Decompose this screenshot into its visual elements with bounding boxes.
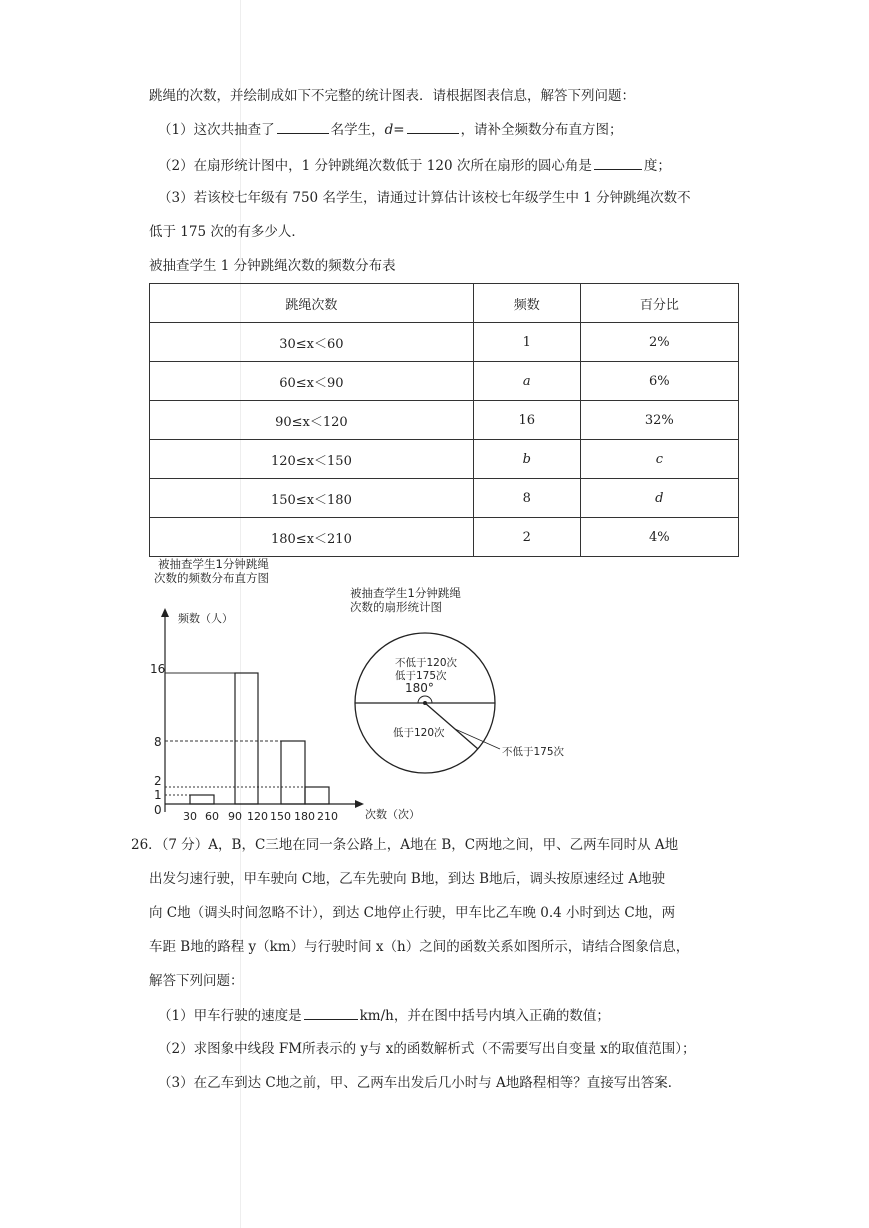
pie-label-top2: 低于175次 bbox=[395, 670, 447, 682]
answer-blank[interactable] bbox=[304, 1005, 358, 1020]
q25-part1-text-c: ，请补全频数分布直方图； bbox=[460, 122, 623, 138]
table-cell: 30≤x＜60 bbox=[150, 323, 474, 362]
y-tick-label: 8 bbox=[154, 735, 162, 749]
q26-line3: 向 C地（调头时间忽略不计），到达 C地停止行驶，甲车比乙车晚 0.4 小时到达 C地，两 bbox=[149, 905, 676, 921]
histogram-bar-90-120 bbox=[235, 673, 258, 804]
pie-title-line2: 次数的扇形统计图 bbox=[350, 600, 442, 614]
x-axis-arrow bbox=[355, 800, 364, 808]
histogram-title-line1: 被抽查学生1分钟跳绳 bbox=[158, 557, 269, 571]
table-cell: a bbox=[473, 362, 580, 401]
table-cell: 1 bbox=[473, 323, 580, 362]
histogram-title-line2: 次数的频数分布直方图 bbox=[154, 571, 269, 585]
table-cell: 180≤x＜210 bbox=[150, 518, 474, 557]
frequency-table bbox=[149, 283, 739, 557]
pie-label-top1: 不低于120次 bbox=[395, 657, 458, 669]
table-row bbox=[150, 518, 739, 557]
table-cell: 8 bbox=[473, 479, 580, 518]
y-tick-label: 0 bbox=[154, 803, 162, 817]
y-tick-label: 2 bbox=[154, 774, 162, 788]
q26-line1: 26．（7 分）A，B，C三地在同一条公路上，A地在 B，C两地之间，甲、乙两车同时从 A地 bbox=[131, 837, 679, 853]
table-cell: 4% bbox=[580, 518, 738, 557]
table-cell: 120≤x＜150 bbox=[150, 440, 474, 479]
histogram-xlabel: 次数（次） bbox=[365, 808, 420, 821]
table-header-cell: 百分比 bbox=[580, 284, 738, 323]
pie-leader-line bbox=[455, 729, 500, 749]
table-cell: 2% bbox=[580, 323, 738, 362]
histogram-ylabel: 频数（人） bbox=[178, 612, 233, 625]
x-tick-label: 180 bbox=[294, 810, 315, 823]
q25-part3-line1: （3）若该校七年级有 750 名学生，请通过计算估计该校七年级学生中 1 分钟跳绳次数不 bbox=[158, 190, 691, 206]
histogram-bar-30-60 bbox=[190, 795, 214, 804]
table-row bbox=[150, 323, 739, 362]
q25-var-d: d bbox=[384, 122, 394, 138]
q25-part2 bbox=[158, 155, 671, 176]
pie-center bbox=[423, 701, 427, 705]
table-cell: d bbox=[580, 479, 738, 518]
pie-radius bbox=[425, 703, 478, 749]
q26-line4: 车距 B地的路程 y（km）与行驶时间 x（h）之间的函数关系如图所示，请结合图象信息， bbox=[149, 939, 690, 955]
x-tick-label: 30 bbox=[183, 810, 197, 823]
table-row bbox=[150, 401, 739, 440]
x-tick-label: 60 bbox=[205, 810, 219, 823]
q26-part2: （2）求图象中线段 FM所表示的 y与 x的函数解析式（不需要写出自变量 x的取值范围）； bbox=[158, 1041, 696, 1057]
pie-angle-label: 180° bbox=[405, 681, 434, 695]
x-tick-label: 210 bbox=[317, 810, 338, 823]
answer-blank[interactable] bbox=[594, 155, 642, 170]
q25-intro: 跳绳的次数，并绘制成如下不完整的统计图表．请根据图表信息，解答下列问题： bbox=[149, 88, 635, 104]
table-row bbox=[150, 362, 739, 401]
q26-part1-text-a: （1）甲车行驶的速度是 bbox=[158, 1008, 302, 1024]
pie-label-out: 不低于175次 bbox=[502, 746, 565, 758]
q26-line2: 出发匀速行驶，甲车驶向 C地，乙车先驶向 B地，到达 B地后，调头按原速经过 A地驶 bbox=[149, 871, 666, 887]
q25-part1 bbox=[158, 119, 623, 140]
table-row bbox=[150, 479, 739, 518]
answer-blank[interactable] bbox=[407, 119, 459, 134]
q26-line5: 解答下列问题： bbox=[149, 973, 244, 989]
table-header-row bbox=[150, 284, 739, 323]
q26-part1-text-b: km/h，并在图中括号内填入正确的数值； bbox=[359, 1008, 610, 1024]
table-header-cell: 跳绳次数 bbox=[150, 284, 474, 323]
x-tick-label: 120 bbox=[247, 810, 268, 823]
table-cell: b bbox=[473, 440, 580, 479]
q25-part2-text-a: （2）在扇形统计图中，1 分钟跳绳次数低于 120 次所在扇形的圆心角是 bbox=[158, 158, 592, 174]
table-row bbox=[150, 440, 739, 479]
q25-part1-text-b: 名学生， bbox=[330, 122, 385, 138]
q25-part2-text-b: 度； bbox=[643, 158, 671, 174]
answer-blank[interactable] bbox=[277, 119, 329, 134]
q25-part3-line2: 低于 175 次的有多少人． bbox=[149, 224, 305, 240]
statistics-figure bbox=[150, 556, 610, 826]
table-caption: 被抽查学生 1 分钟跳绳次数的频数分布表 bbox=[149, 258, 396, 274]
y-tick-label: 1 bbox=[154, 788, 162, 802]
table-cell: 150≤x＜180 bbox=[150, 479, 474, 518]
table-cell: c bbox=[580, 440, 738, 479]
q25-eq: = bbox=[393, 122, 405, 138]
table-cell: 90≤x＜120 bbox=[150, 401, 474, 440]
histogram-bar-180-210 bbox=[305, 787, 329, 804]
table-cell: 2 bbox=[473, 518, 580, 557]
table-cell: 60≤x＜90 bbox=[150, 362, 474, 401]
histogram-bar-150-180 bbox=[281, 741, 305, 804]
q26-part1 bbox=[158, 1005, 610, 1026]
x-tick-label: 90 bbox=[228, 810, 242, 823]
y-axis-arrow bbox=[161, 608, 169, 617]
y-tick-label: 16 bbox=[150, 662, 166, 676]
q25-part1-text-a: （1）这次共抽查了 bbox=[158, 122, 275, 138]
table-cell: 16 bbox=[473, 401, 580, 440]
table-header-cell: 频数 bbox=[473, 284, 580, 323]
q26-part3: （3）在乙车到达 C地之前，甲、乙两车出发后几小时与 A地路程相等？直接写出答案． bbox=[158, 1075, 682, 1091]
x-tick-label: 150 bbox=[270, 810, 291, 823]
table-cell: 32% bbox=[580, 401, 738, 440]
table-cell: 6% bbox=[580, 362, 738, 401]
pie-label-low: 低于120次 bbox=[393, 727, 445, 739]
pie-title-line1: 被抽查学生1分钟跳绳 bbox=[350, 586, 461, 600]
